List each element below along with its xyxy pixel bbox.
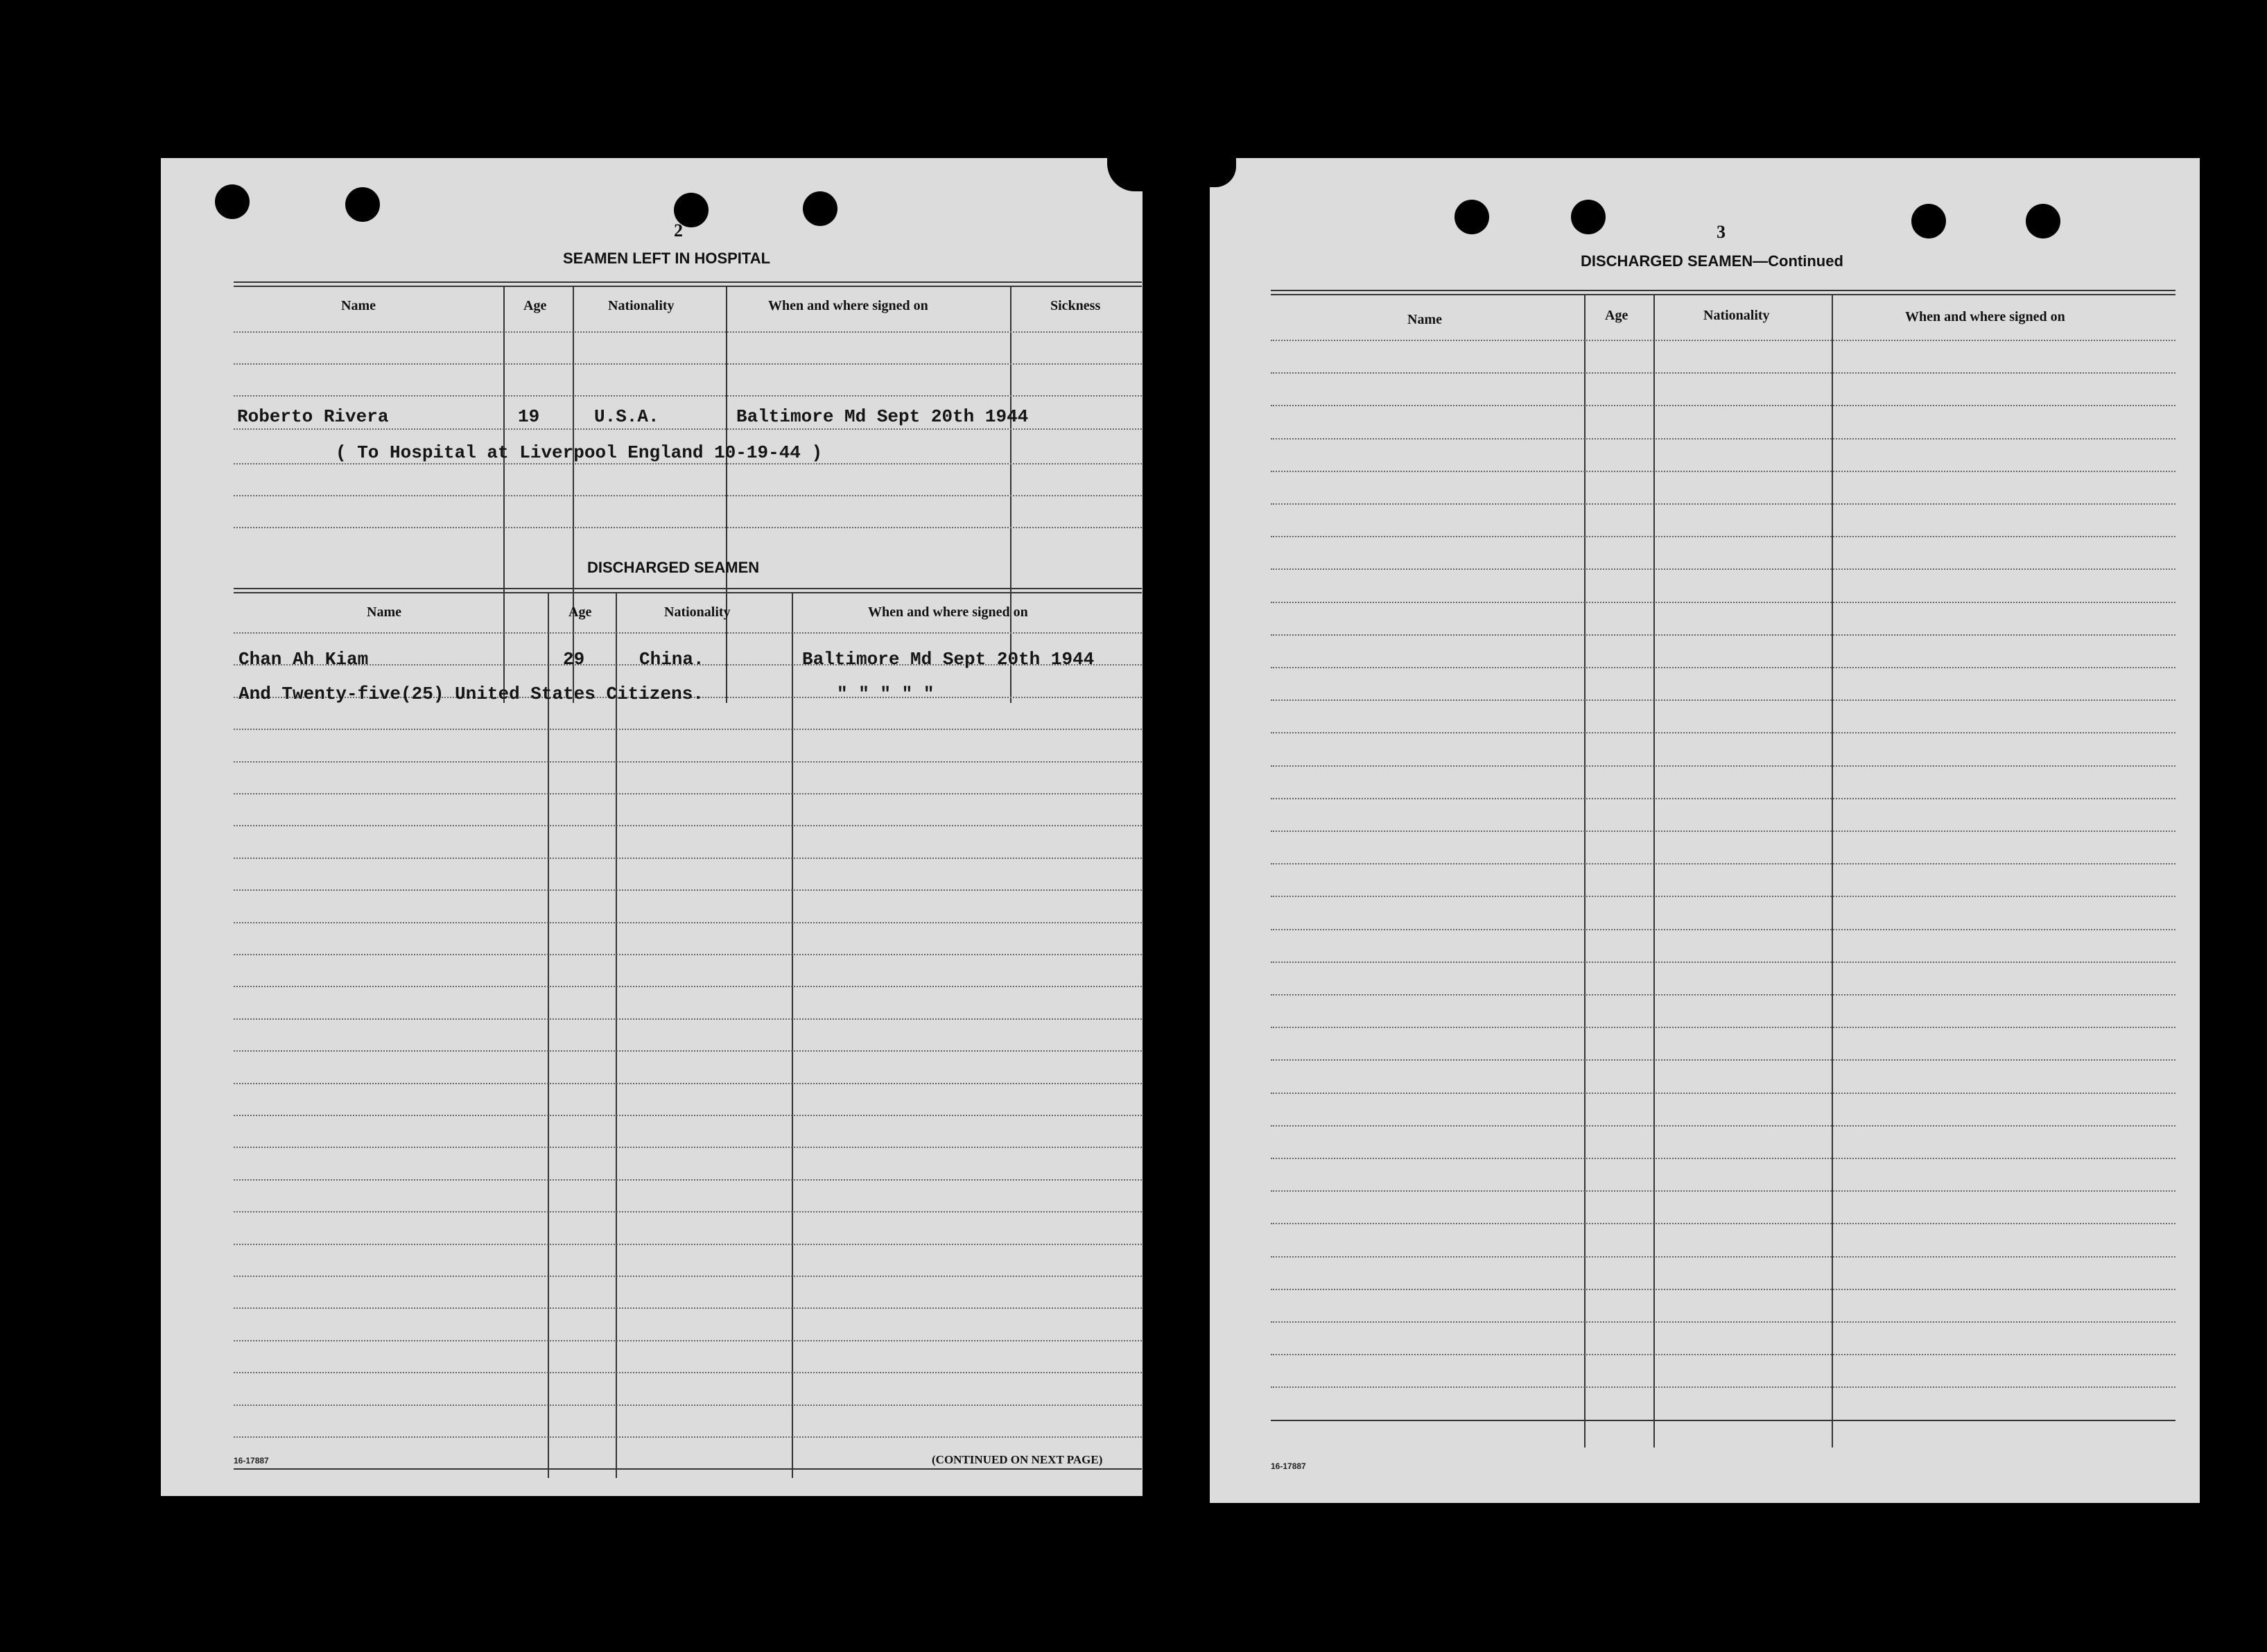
row-rule [1271, 1190, 2175, 1192]
row-rule [1271, 1223, 2175, 1224]
ditto-marks: " " " " " [837, 684, 935, 704]
row-rule [234, 1405, 1142, 1406]
column-header-nationality: Nationality [608, 298, 675, 313]
row-rule [234, 363, 1142, 365]
row-rule [234, 1372, 1142, 1373]
row-rule [1271, 340, 2175, 341]
column-header-age: Age [1605, 308, 1628, 323]
row-rule [1271, 765, 2175, 767]
table-top-rule [1271, 290, 2175, 291]
row-rule [234, 1244, 1142, 1245]
row-rule [1271, 863, 2175, 864]
row-rule [234, 1211, 1142, 1212]
table-top-rule [234, 281, 1142, 283]
punch-hole [1454, 200, 1489, 234]
right-page [1210, 158, 2200, 1503]
discharged-entry-age: 29 [563, 649, 585, 670]
row-rule [1271, 405, 2175, 406]
column-header-nationality: Nationality [664, 605, 731, 620]
row-rule [1271, 1125, 2175, 1127]
row-rule [234, 825, 1142, 826]
row-rule [1271, 1420, 2175, 1421]
page-number: 3 [1717, 222, 1726, 242]
table-top-rule [234, 592, 1142, 593]
row-rule [1271, 634, 2175, 636]
column-header-name: Name [1407, 312, 1442, 327]
row-rule [234, 793, 1142, 794]
row-rule [1271, 1354, 2175, 1355]
row-rule [1271, 1321, 2175, 1323]
page-number: 2 [674, 220, 683, 241]
row-rule [1271, 1289, 2175, 1290]
row-rule [234, 1468, 1142, 1470]
hospital-entry-nationality: U.S.A. [594, 406, 659, 427]
column-header-age: Age [568, 605, 592, 620]
punch-hole [803, 191, 837, 226]
hospital-entry-note: ( To Hospital at Liverpool England 10-19-44 ) [336, 442, 823, 463]
column-divider [1832, 295, 1833, 1447]
row-rule [1271, 568, 2175, 570]
row-rule [1271, 929, 2175, 930]
row-rule [1271, 699, 2175, 701]
row-rule [1271, 798, 2175, 799]
row-rule [1271, 1027, 2175, 1028]
row-rule [1271, 962, 2175, 963]
row-rule [1271, 1093, 2175, 1094]
left-page [161, 158, 1143, 1496]
row-rule [234, 922, 1142, 923]
punch-hole [1911, 204, 1946, 238]
row-rule [234, 495, 1142, 496]
page-tear [1210, 158, 1236, 187]
hospital-entry-signed-on: Baltimore Md Sept 20th 1944 [736, 406, 1029, 427]
form-number: 16-17887 [234, 1456, 269, 1466]
punch-hole [215, 184, 250, 219]
row-rule [234, 889, 1142, 891]
column-header-signed-on: When and where signed on [768, 298, 928, 313]
column-header-sickness: Sickness [1050, 298, 1101, 313]
hospital-section-title: SEAMEN LEFT IN HOSPITAL [563, 250, 771, 267]
row-rule [234, 986, 1142, 987]
row-rule [234, 1050, 1142, 1052]
page-tear [1107, 158, 1145, 191]
form-number: 16-17887 [1271, 1461, 1306, 1471]
row-rule [234, 1340, 1142, 1341]
row-rule [234, 1307, 1142, 1309]
discharged-section-title: DISCHARGED SEAMEN [587, 559, 760, 576]
row-rule [234, 858, 1142, 859]
row-rule [1271, 471, 2175, 472]
row-rule [234, 954, 1142, 955]
punch-hole [345, 187, 380, 222]
row-rule [234, 761, 1142, 763]
column-header-name: Name [367, 605, 401, 620]
row-rule [1271, 1256, 2175, 1258]
row-rule [1271, 372, 2175, 374]
column-divider [548, 593, 549, 1478]
row-rule [1271, 1386, 2175, 1388]
discharged-entry-name: Chan Ah Kiam [238, 649, 369, 670]
column-header-name: Name [341, 298, 376, 313]
row-rule [1271, 732, 2175, 733]
row-rule [234, 1083, 1142, 1084]
punch-hole [1571, 200, 1606, 234]
hospital-entry-name: Roberto Rivera [237, 406, 389, 427]
row-rule [1271, 1158, 2175, 1159]
row-rule [234, 428, 1142, 430]
row-rule [234, 331, 1142, 333]
row-rule [234, 1179, 1142, 1181]
row-rule [234, 729, 1142, 730]
column-divider [616, 593, 617, 1478]
table-top-rule [234, 286, 1142, 287]
page-title: DISCHARGED SEAMEN—Continued [1581, 252, 1843, 270]
row-rule [1271, 602, 2175, 603]
row-rule [234, 1436, 1142, 1438]
discharged-entry-signed-on: Baltimore Md Sept 20th 1944 [802, 649, 1095, 670]
row-rule [1271, 994, 2175, 995]
column-divider [1653, 295, 1655, 1447]
row-rule [1271, 536, 2175, 537]
row-rule [1271, 831, 2175, 832]
column-divider [792, 593, 793, 1478]
row-rule [234, 1018, 1142, 1020]
row-rule [234, 395, 1142, 397]
row-rule [234, 1147, 1142, 1148]
column-header-age: Age [523, 298, 547, 313]
punch-hole [2026, 204, 2060, 238]
table-top-rule [234, 588, 1142, 589]
row-rule [1271, 1059, 2175, 1061]
column-header-nationality: Nationality [1703, 308, 1770, 323]
row-rule [234, 1115, 1142, 1116]
row-rule [234, 1276, 1142, 1277]
row-rule [1271, 503, 2175, 505]
table-top-rule [1271, 294, 2175, 295]
discharged-entry-nationality: China. [639, 649, 704, 670]
column-header-signed-on: When and where signed on [1905, 309, 2065, 324]
row-rule [234, 527, 1142, 528]
discharged-entry-summary: And Twenty-five(25) United States Citizens. [238, 684, 704, 704]
row-rule [234, 463, 1142, 464]
hospital-entry-age: 19 [518, 406, 540, 427]
column-divider [1584, 295, 1586, 1447]
continued-note: (CONTINUED ON NEXT PAGE) [932, 1453, 1103, 1466]
row-rule [1271, 667, 2175, 668]
column-header-signed-on: When and where signed on [868, 605, 1028, 620]
row-rule [234, 632, 1142, 634]
row-rule [1271, 438, 2175, 440]
row-rule [1271, 896, 2175, 897]
